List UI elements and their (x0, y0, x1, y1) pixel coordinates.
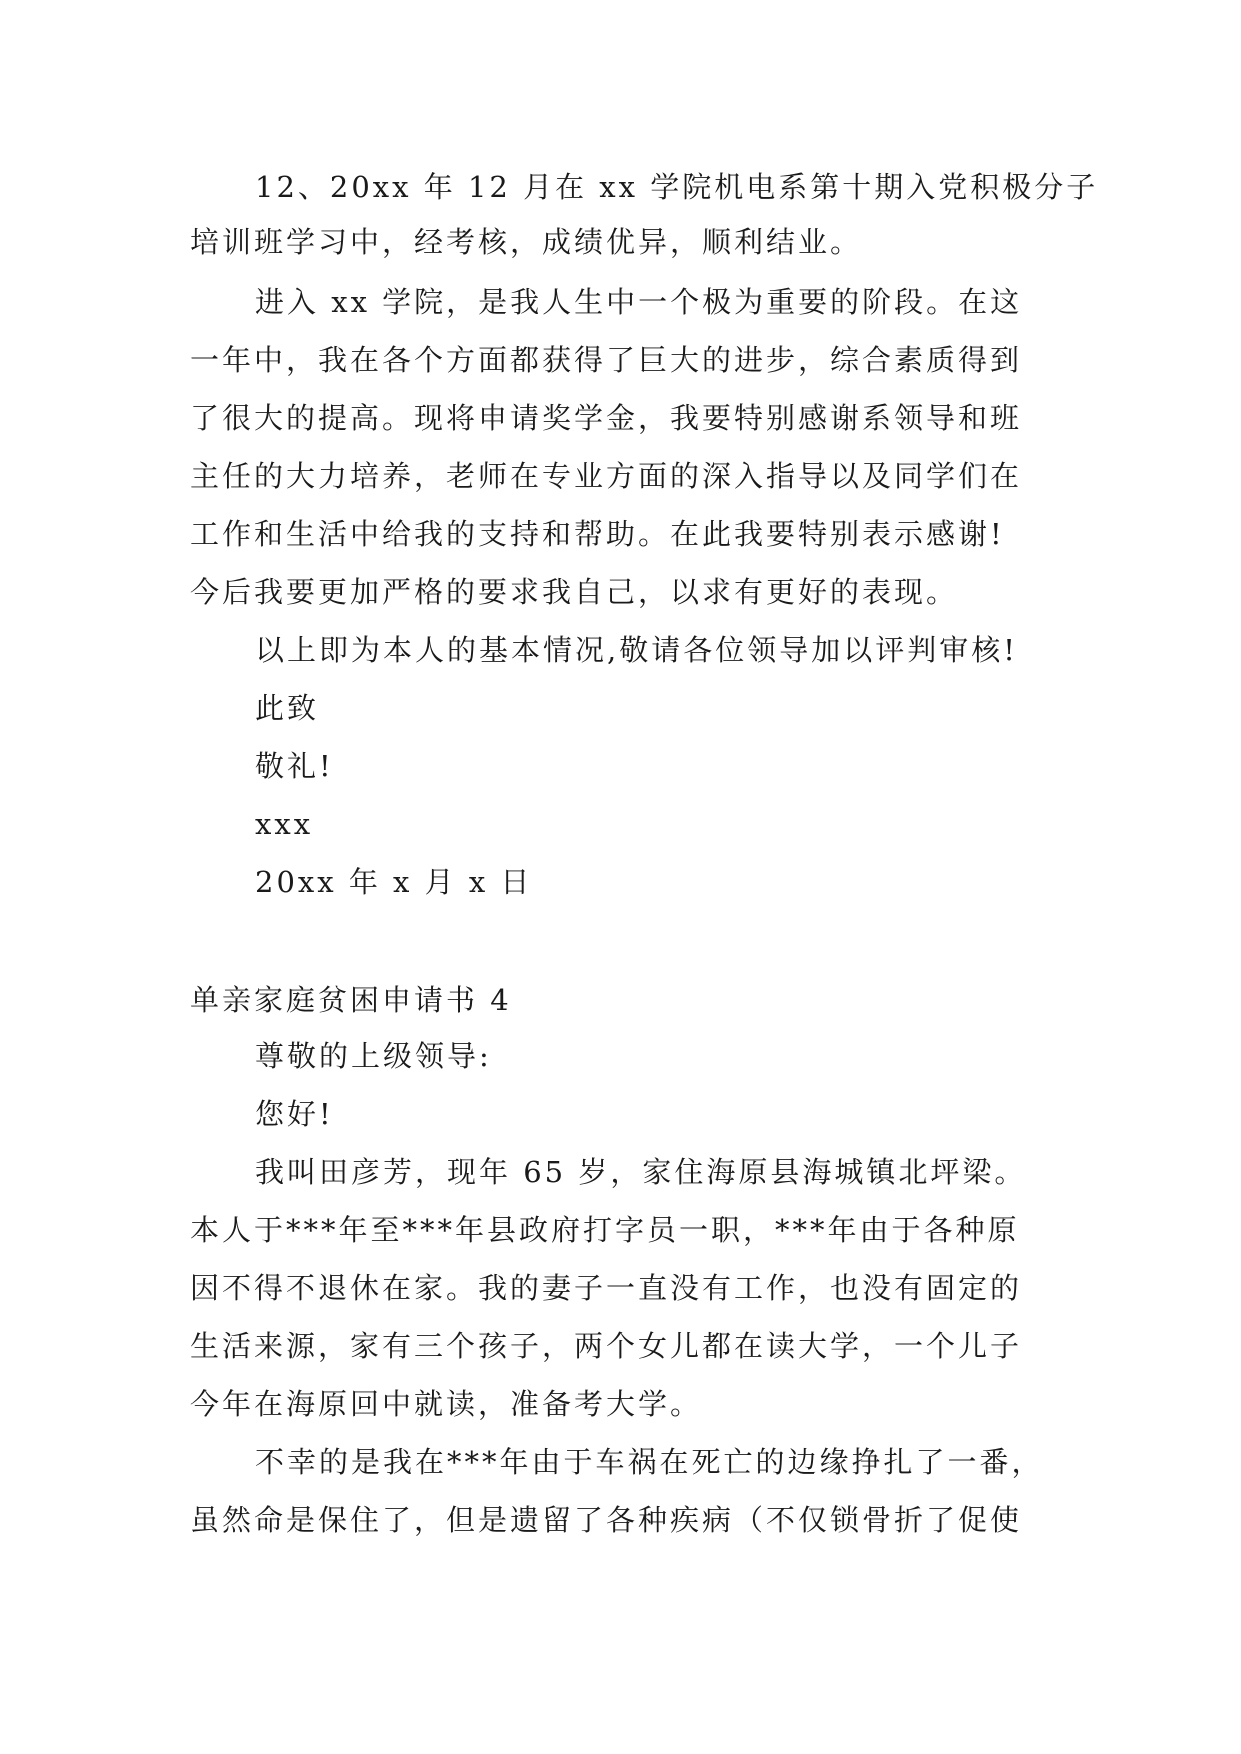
greeting: 尊敬的上级领导: (255, 1039, 492, 1073)
salutation-jingli: 敬礼! (255, 749, 334, 783)
paragraph-enter-line-2: 一年中，我在各个方面都获得了巨大的进步，综合素质得到 (190, 343, 1023, 377)
paragraph-enter-line-1: 进入 xx 学院，是我人生中一个极为重要的阶段。在这 (255, 285, 1023, 319)
paragraph-enter-line-6: 今后我要更加严格的要求我自己，以求有更好的表现。 (190, 575, 959, 609)
paragraph-enter-line-4: 主任的大力培养，老师在专业方面的深入指导以及同学们在 (190, 459, 1023, 493)
signature: xxx (255, 807, 314, 841)
paragraph-1-line-2: 本人于***年至***年县政府打字员一职，***年由于各种原 (190, 1213, 1020, 1247)
date: 20xx 年 x 月 x 日 (255, 865, 533, 899)
paragraph-enter-line-3: 了很大的提高。现将申请奖学金，我要特别感谢系领导和班 (190, 401, 1023, 435)
paragraph-1-line-4: 生活来源，家有三个孩子，两个女儿都在读大学，一个儿子 (190, 1329, 1023, 1363)
hello: 您好! (255, 1097, 334, 1131)
paragraph-1-line-1: 我叫田彦芳，现年 65 岁，家住海原县海城镇北坪梁。 (255, 1155, 1027, 1189)
paragraph-enter-line-5: 工作和生活中给我的支持和帮助。在此我要特别表示感谢! (190, 517, 1005, 551)
paragraph-1-line-5: 今年在海原回中就读，准备考大学。 (190, 1387, 703, 1421)
closing-statement: 以上即为本人的基本情况,敬请各位领导加以评判审核! (255, 633, 1018, 667)
salutation-cizhi: 此致 (255, 691, 320, 725)
paragraph-2-line-1: 不幸的是我在***年由于车祸在死亡的边缘挣扎了一番， (255, 1445, 1044, 1479)
paragraph-1-line-3: 因不得不退休在家。我的妻子一直没有工作，也没有固定的 (190, 1271, 1023, 1305)
paragraph-12-line-1: 12、20xx 年 12 月在 xx 学院机电系第十期入党积极分子 (255, 170, 1099, 204)
paragraph-12-line-2: 培训班学习中，经考核，成绩优异，顺利结业。 (190, 225, 863, 259)
paragraph-2-line-2: 虽然命是保住了，但是遗留了各种疾病（不仅锁骨折了促使 (190, 1503, 1023, 1537)
section-title: 单亲家庭贫困申请书 4 (190, 983, 512, 1017)
